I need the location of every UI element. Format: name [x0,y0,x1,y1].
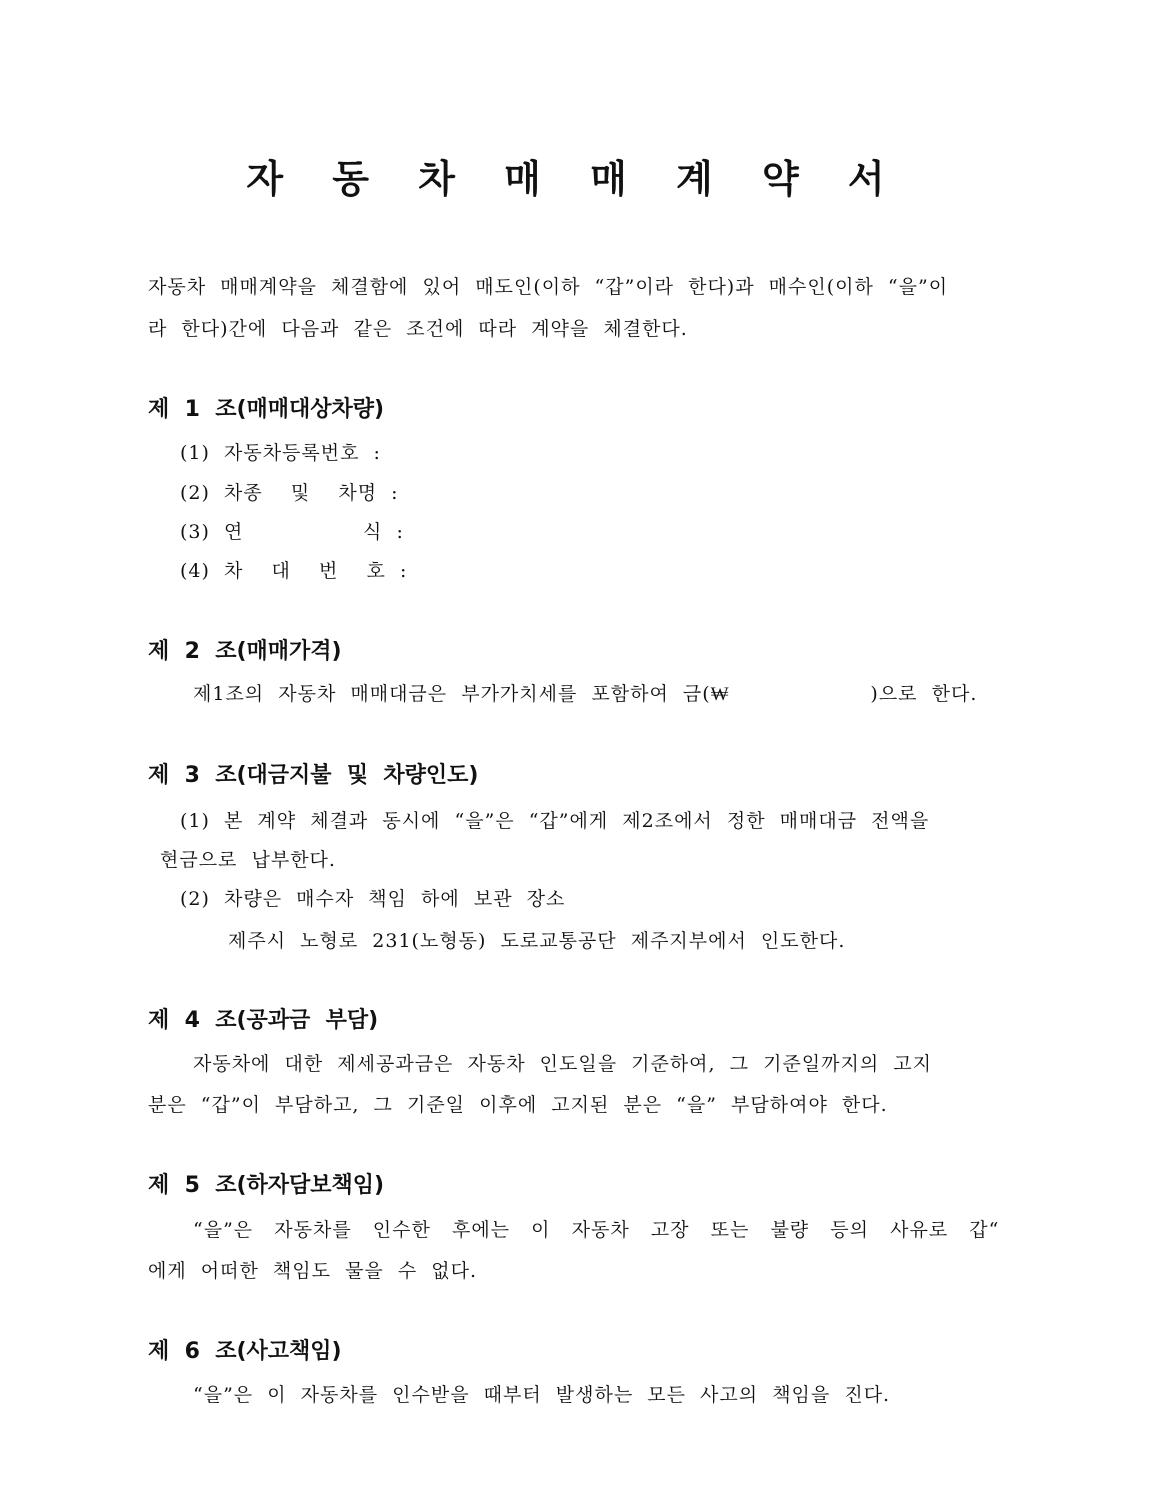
intro-line: 자동차 매매계약을 체결함에 있어 매도인(이하 “갑”이라 한다)과 매수인(이하 “을”이 [148,276,949,298]
intro-line: 라 한다)간에 다음과 같은 조건에 따라 계약을 체결한다. [148,318,688,340]
article-3-text: (1) 본 계약 체결과 동시에 “을”은 “갑”에게 제2조에서 정한 매매대금 전액을 [180,810,930,832]
article-2-text: 제1조의 자동차 매매대금은 부가가치세를 포함하여 금(₩ )으로 한다. [193,683,978,705]
article-1-item: (1) 자동차등록번호 : [180,442,381,464]
article-3-text: 제주시 노형로 231(노형동) 도로교통공단 제주지부에서 인도한다. [228,930,846,952]
document-title: 자 동 차 매 매 계 약 서 [246,157,903,201]
article-3-text: 현금으로 납부한다. [160,849,336,871]
article-4-text: 분은 “갑”이 부담하고, 그 기준일 이후에 고지된 분은 “을” 부담하여야 한다. [148,1094,888,1116]
article-1-heading: 제 1 조(매매대상차량) [148,397,385,422]
article-1-item: (4) 차 대 번 호 : [180,560,408,582]
article-3-heading: 제 3 조(대금지불 및 차량인도) [148,763,479,788]
article-6-text: “을”은 이 자동차를 인수받을 때부터 발생하는 모든 사고의 책임을 진다. [193,1384,891,1406]
article-1-item: (3) 연 식 : [180,521,404,543]
article-2-heading: 제 2 조(매매가격) [148,639,342,664]
article-5-heading: 제 5 조(하자담보책임) [148,1173,385,1198]
article-4-heading: 제 4 조(공과금 부담) [148,1008,379,1033]
article-5-text: “을”은 자동차를 인수한 후에는 이 자동차 고장 또는 불량 등의 사유로 갑“ [193,1219,1000,1241]
article-1-item: (2) 차종 및 차명 : [180,482,399,504]
article-3-text: (2) 차량은 매수자 책임 하에 보관 장소 [180,888,566,910]
article-6-heading: 제 6 조(사고책임) [148,1339,342,1364]
article-4-text: 자동차에 대한 제세공과금은 자동차 인도일을 기준하여, 그 기준일까지의 고지 [193,1053,933,1075]
article-5-text: 에게 어떠한 책임도 물을 수 없다. [148,1260,478,1282]
